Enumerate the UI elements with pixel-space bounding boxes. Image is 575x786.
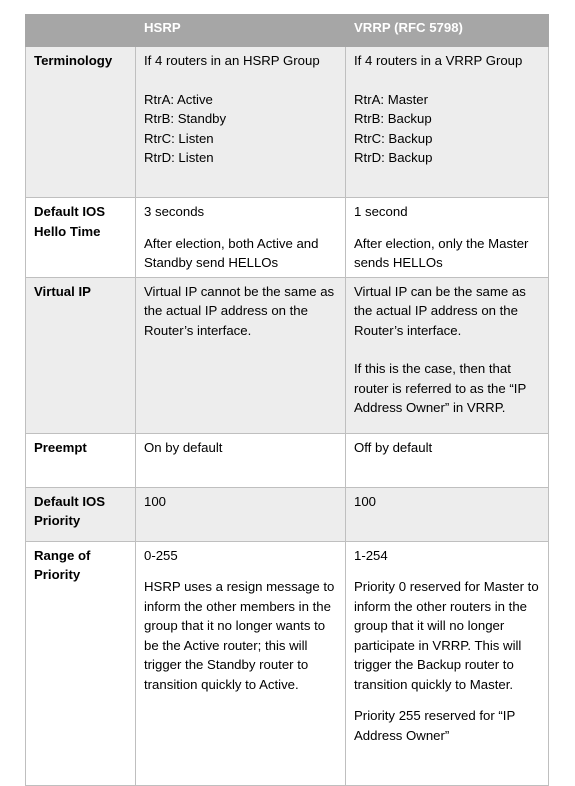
row-label: Virtual IP <box>26 277 136 433</box>
vrrp-cell: 100 <box>346 487 549 541</box>
vrrp-cell <box>346 47 549 198</box>
hsrp-cell: 0-255 HSRP uses a resign message to inform the other members in the group that it no longer wants to be the Active router; this will trigger the Standby router to transition quickly to Active. <box>136 541 346 785</box>
list-item: RtrB: Standby <box>144 111 227 126</box>
row-label: Range of Priority <box>26 541 136 785</box>
vrrp-cell: Off by default <box>346 433 549 487</box>
header-vrrp: VRRP (RFC 5798) <box>346 15 549 47</box>
vrrp-cell: Virtual IP can be the same as the actual IP address on the Router’s interface. If this is the case, then that router is referred to as the “IP Address Owner” in VRRP. <box>346 277 549 433</box>
row-label: Terminology <box>26 47 136 198</box>
row-hello-time <box>26 198 549 278</box>
row-terminology <box>26 47 549 198</box>
row-preempt <box>26 433 549 487</box>
hsrp-cell: Virtual IP cannot be the same as the actual IP address on the Router’s interface. <box>136 277 346 433</box>
vrrp-role-list <box>354 90 540 168</box>
hsrp-role-list <box>144 90 337 168</box>
list-item: RtrA: Master <box>354 91 429 107</box>
list-item: RtrA: Active <box>144 91 213 107</box>
hsrp-terminology-intro: If 4 routers in an HSRP Group <box>144 53 320 68</box>
list-item: RtrC: Listen <box>144 130 214 146</box>
row-virtual-ip <box>26 277 549 433</box>
header-hsrp: HSRP <box>136 15 346 47</box>
vrrp-cell: 1 second After election, only the Master sends HELLOs <box>346 198 549 278</box>
vrrp-terminology-intro: If 4 routers in a VRRP Group <box>354 53 523 68</box>
header-blank <box>26 15 136 47</box>
hsrp-cell: 3 seconds After election, both Active and Standby send HELLOs <box>136 198 346 278</box>
row-label: Default IOS Priority <box>26 487 136 541</box>
list-item: RtrB: Backup <box>354 111 432 126</box>
list-item: RtrD: Listen <box>144 150 214 165</box>
header-row <box>26 15 549 47</box>
row-default-priority <box>26 487 549 541</box>
hsrp-vrrp-comparison-table <box>25 14 549 786</box>
vrrp-cell: 1-254 Priority 0 reserved for Master to inform the other routers in the group that it will no longer participate in VRRP. This will trigger the Backup router to transition quickly to Master. Priority 255 reserved for “IP Address Owner” <box>346 541 549 785</box>
row-label: Preempt <box>26 433 136 487</box>
list-item: RtrC: Backup <box>354 130 433 146</box>
hsrp-cell <box>136 47 346 198</box>
row-range-of-priority <box>26 541 549 785</box>
hsrp-cell: 100 <box>136 487 346 541</box>
list-item: RtrD: Backup <box>354 150 433 165</box>
row-label: Default IOS Hello Time <box>26 198 136 278</box>
hsrp-cell: On by default <box>136 433 346 487</box>
comparison-table-container <box>25 14 548 786</box>
